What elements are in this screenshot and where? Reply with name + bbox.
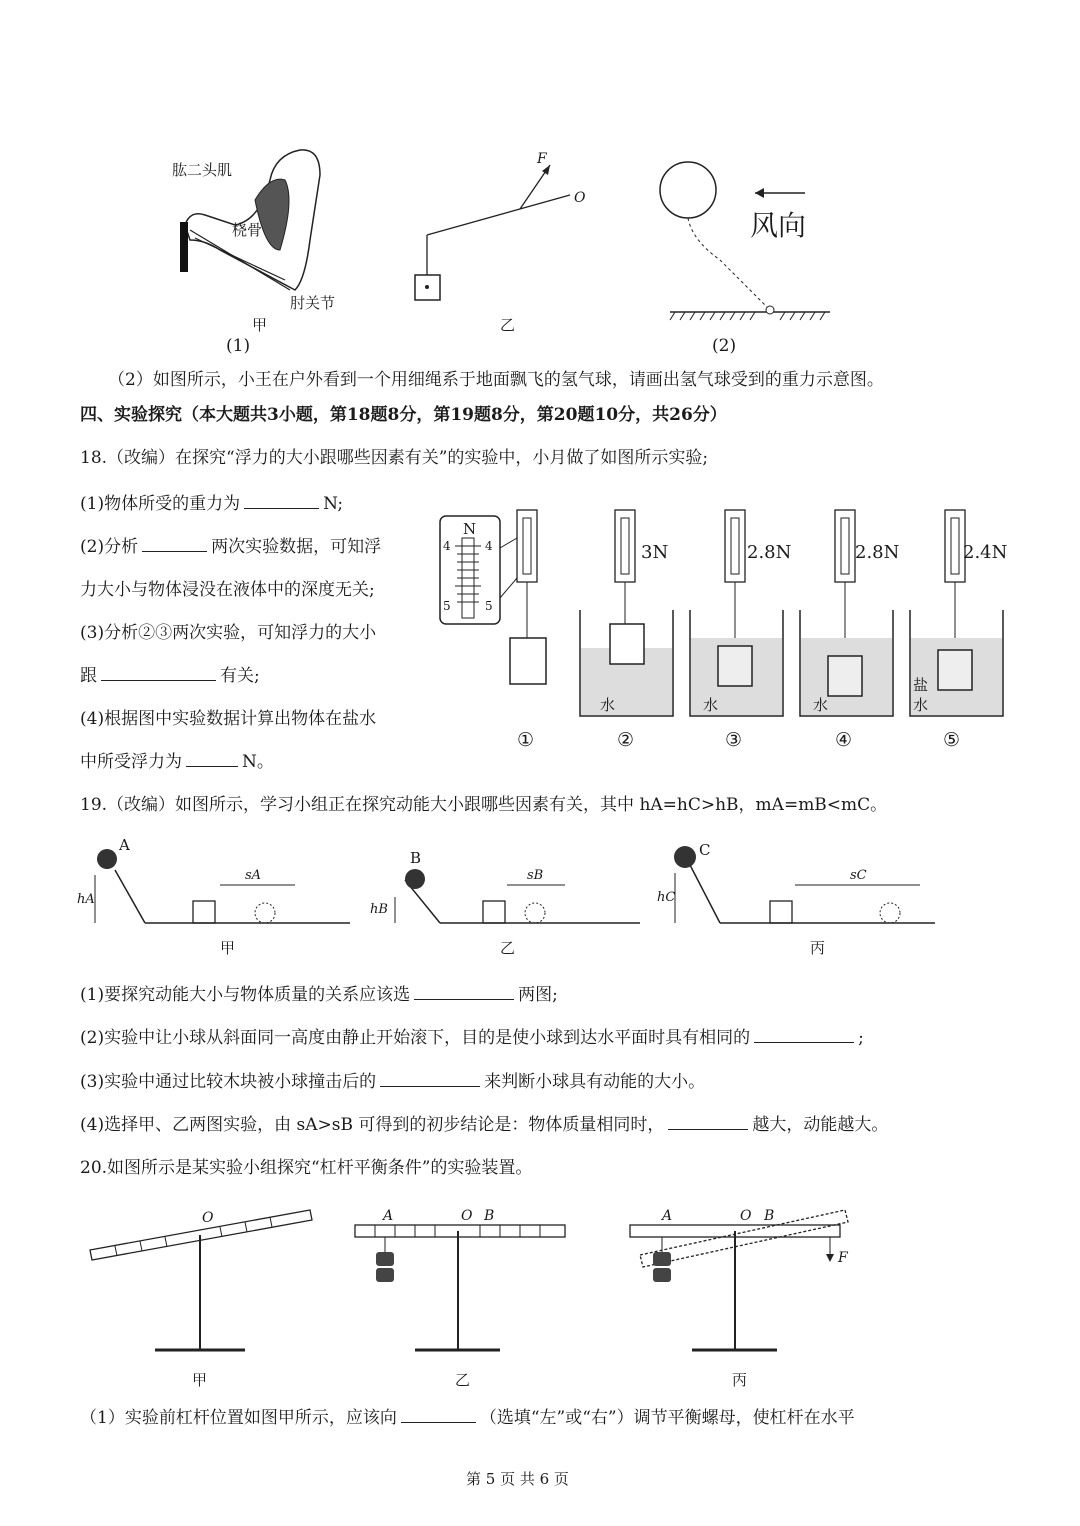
- lever-label-O: O: [574, 190, 586, 206]
- liquid-2: 水: [600, 696, 616, 714]
- q18-stem: 18.（改编）在探究“浮力的大小跟哪些因素有关”的实验中，小月做了如图所示实验;: [80, 448, 709, 468]
- q20-blank1[interactable]: [401, 1408, 476, 1423]
- caption-bing-20: 丙: [732, 1371, 748, 1389]
- buoyancy-figure: [435, 498, 1015, 758]
- caption-bing-19: 丙: [810, 939, 826, 957]
- beaker-3: [690, 510, 791, 751]
- reading-2: 3N: [641, 542, 669, 563]
- q18-part4: (4)根据图中实验数据计算出物体在盐水: [80, 709, 377, 729]
- h-C: hC: [657, 890, 676, 905]
- lever-bing-A: A: [662, 1208, 673, 1224]
- reading-4: 2.8N: [855, 542, 900, 563]
- s-A: sA: [245, 868, 262, 883]
- lever-force-figure: [400, 145, 600, 335]
- caption-jia-20: 甲: [192, 1371, 208, 1389]
- lever-bing-F: F: [838, 1250, 848, 1266]
- liquid-5-line1: 盐: [913, 676, 929, 694]
- lever-caption-yi: 乙: [500, 316, 516, 334]
- lever-yi-B: B: [484, 1208, 495, 1224]
- q18-blank3[interactable]: [101, 666, 216, 681]
- ramp-jia: [77, 836, 350, 957]
- ball-B: B: [410, 849, 422, 867]
- balloon-figure: [650, 150, 850, 330]
- tick-5-right: 5: [485, 599, 493, 613]
- arm-label-radius: 桡骨: [232, 221, 263, 239]
- q19-blank1[interactable]: [414, 985, 514, 1000]
- lever-bing-B: B: [764, 1208, 775, 1224]
- caption-jia-19: 甲: [220, 939, 236, 957]
- num-1: ①: [517, 729, 535, 751]
- q18-part1: (1)物体所受的重力为 N;: [80, 494, 344, 514]
- scale-N: N: [463, 520, 477, 538]
- lever-balance-figure: [80, 1200, 940, 1395]
- q18-part3-cont: 跟 有关;: [80, 666, 260, 686]
- lever-label-F: F: [537, 151, 547, 167]
- arm-caption-jia: 甲: [252, 316, 268, 334]
- h-A: hA: [77, 892, 95, 907]
- q17-part2: （2）如图所示，小王在户外看到一个用细绳系于地面飘飞的氢气球，请画出氢气球受到的重力示意图。: [108, 370, 884, 390]
- num-2: ②: [617, 729, 635, 751]
- tick-4-right: 4: [485, 539, 493, 553]
- beaker-2: [580, 510, 673, 751]
- caption-yi-20: 乙: [455, 1371, 471, 1389]
- num-5: ⑤: [943, 729, 961, 751]
- num-4: ④: [835, 729, 853, 751]
- q19-part2: (2)实验中让小球从斜面同一高度由静止开始滚下，目的是使小球到达水平面时具有相同的 ;: [80, 1028, 864, 1048]
- liquid-4: 水: [813, 696, 829, 714]
- kinetic-energy-figure: [75, 835, 975, 965]
- num-3: ③: [725, 729, 743, 751]
- reading-3: 2.8N: [747, 542, 792, 563]
- beaker-4: [800, 510, 899, 751]
- q18-blank4[interactable]: [186, 752, 238, 767]
- q18-blank2[interactable]: [142, 537, 207, 552]
- lever-yi-A: A: [383, 1208, 394, 1224]
- ramp-yi: [370, 849, 640, 957]
- section-4-heading: 四、实验探究（本大题共3小题，第18题8分，第19题8分，第20题10分，共26分）: [80, 405, 727, 425]
- lever-jia-O: O: [202, 1210, 214, 1226]
- liquid-5-line2: 水: [913, 696, 929, 714]
- liquid-3: 水: [703, 696, 719, 714]
- q18-part2-cont: 力大小与物体浸没在液体中的深度无关;: [80, 580, 375, 600]
- caption-1: (1): [226, 336, 251, 356]
- page-footer: 第 5 页 共 6 页: [466, 1470, 569, 1488]
- h-B: hB: [370, 902, 388, 917]
- caption-2: (2): [712, 336, 737, 356]
- lever-yi-O: O: [461, 1208, 473, 1224]
- caption-yi-19: 乙: [500, 939, 516, 957]
- ramp-bing: [657, 841, 935, 957]
- lever-bing-O: O: [740, 1208, 752, 1224]
- q18-part3: (3)分析②③两次实验，可知浮力的大小: [80, 623, 377, 643]
- arm-label-biceps: 肱二头肌: [172, 161, 233, 179]
- reading-5: 2.4N: [963, 542, 1008, 563]
- tick-4-left: 4: [443, 539, 451, 553]
- beaker-5: [910, 510, 1007, 751]
- q18-blank1[interactable]: [244, 494, 319, 509]
- q18-part2: (2)分析 两次实验数据，可知浮: [80, 537, 382, 557]
- q19-blank3[interactable]: [380, 1072, 480, 1087]
- q18-part4-cont: 中所受浮力为 N。: [80, 752, 274, 772]
- q19-part1: (1)要探究动能大小与物体质量的关系应该选 两图;: [80, 985, 558, 1005]
- q20-stem: 20.如图所示是某实验小组探究“杠杆平衡条件”的实验装置。: [80, 1158, 533, 1178]
- q19-part4: (4)选择甲、乙两图实验，由 sA>sB 可得到的初步结论是：物体质量相同时， 越大，动能越大。: [80, 1115, 889, 1135]
- ball-C: C: [699, 841, 711, 859]
- lever-jia: [90, 1210, 312, 1389]
- s-C: sC: [850, 868, 867, 883]
- wind-direction-label: 风向: [750, 209, 807, 242]
- q19-blank2[interactable]: [754, 1028, 854, 1043]
- lever-yi: [355, 1208, 565, 1389]
- q19-stem: 19.（改编）如图所示，学习小组正在探究动能大小跟哪些因素有关，其中 hA=hC>hB，mA=mB<mC。: [80, 795, 888, 815]
- arm-label-elbow: 肘关节: [290, 294, 336, 312]
- q20-part1: （1）实验前杠杆位置如图甲所示，应该向 （选填“左”或“右”）调节平衡螺母，使杠杆在水平: [80, 1408, 855, 1428]
- q19-blank4[interactable]: [668, 1115, 748, 1130]
- tick-5-left: 5: [443, 599, 451, 613]
- lever-bing: [630, 1208, 849, 1389]
- s-B: sB: [527, 868, 544, 883]
- q19-part3: (3)实验中通过比较木块被小球撞击后的 来判断小球具有动能的大小。: [80, 1072, 706, 1092]
- ball-A: A: [119, 836, 130, 854]
- arm-figure: [160, 140, 360, 340]
